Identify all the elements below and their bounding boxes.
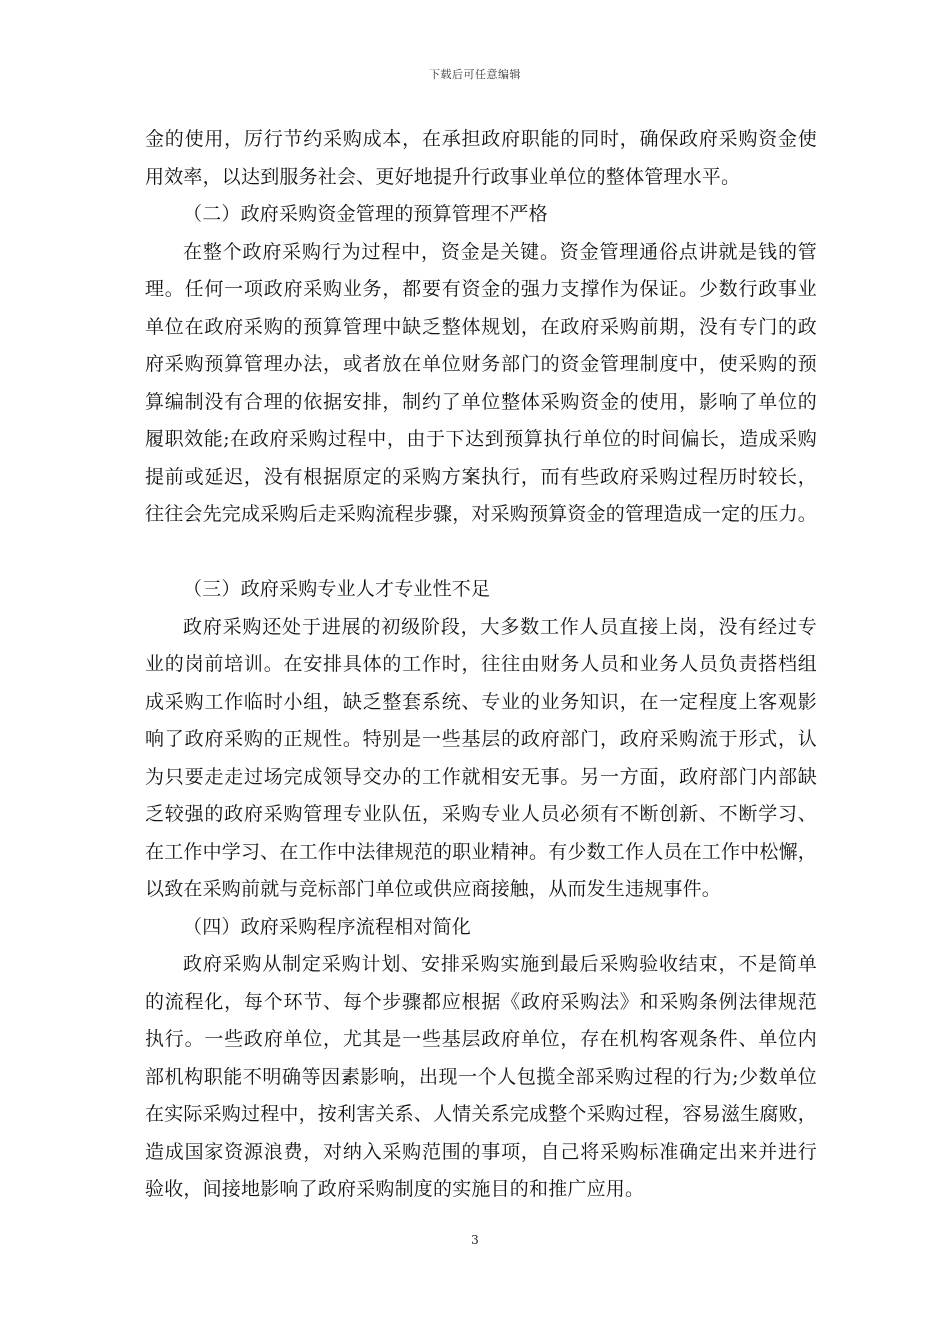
paragraph-line: 履职效能;在政府采购过程中，由于下达到预算执行单位的时间偏长，造成采购: [145, 428, 817, 450]
paragraph-line: 的流程化，每个环节、每个步骤都应根据《政府采购法》和采购条例法律规范: [145, 990, 817, 1013]
paragraph-line: 造成国家资源浪费，对纳入采购范围的事项，自己将采购标准确定出来并进行: [145, 1140, 817, 1163]
paragraph-line: 在实际采购过程中，按利害关系、人情关系完成整个采购过程，容易滋生腐败，: [145, 1103, 818, 1125]
paragraph-line: 以致在采购前就与竞标部门单位或供应商接触，从而发生违规事件。: [145, 878, 722, 900]
page-header: 下载后可任意编辑: [429, 68, 521, 81]
section-heading: （四）政府采购程序流程相对简化: [183, 915, 472, 938]
blank-line: [145, 534, 817, 572]
section-heading: （二）政府采购资金管理的预算管理不严格: [183, 203, 548, 225]
paragraph-line: 政府采购从制定采购计划、安排采购实施到最后采购验收结束，不是简单: [183, 953, 817, 975]
paragraph-line: 乏较强的政府采购管理专业队伍，采购专业人员必须有不断创新、不断学习、: [145, 803, 817, 825]
paragraph-line: 部机构职能不明确等因素影响，出现一个人包揽全部采购过程的行为;少数单位: [145, 1065, 817, 1088]
paragraph-line: 府采购预算管理办法，或者放在单位财务部门的资金管理制度中，使采购的预: [145, 353, 817, 375]
paragraph-line: 单位在政府采购的预算管理中缺乏整体规划，在政府采购前期，没有专门的政: [145, 315, 817, 338]
paragraph-line: 提前或延迟，没有根据原定的采购方案执行，而有些政府采购过程历时较长，: [145, 465, 817, 488]
paragraph-line: 政府采购还处于进展的初级阶段，大多数工作人员直接上岗，没有经过专: [183, 615, 817, 638]
paragraph-line: 业的岗前培训。在安排具体的工作时，往往由财务人员和业务人员负责搭档组: [145, 653, 817, 675]
paragraph-line: 算编制没有合理的依据安排，制约了单位整体采购资金的使用，影响了单位的: [145, 390, 817, 413]
paragraph-line: 为只要走走过场完成领导交办的工作就相安无事。另一方面，政府部门内部缺: [145, 765, 817, 788]
document-body: [145, 121, 817, 1209]
paragraph-line: 验收，间接地影响了政府采购制度的实施目的和推广应用。: [145, 1178, 645, 1200]
section-heading: （三）政府采购专业人才专业性不足: [183, 578, 491, 600]
paragraph-line: 成采购工作临时小组，缺乏整套系统、专业的业务知识，在一定程度上客观影: [145, 690, 817, 713]
paragraph-line: 金的使用，厉行节约采购成本，在承担政府职能的同时，确保政府采购资金使: [145, 128, 817, 150]
paragraph-line: 往往会先完成采购后走采购流程步骤，对采购预算资金的管理造成一定的压力。: [145, 503, 818, 525]
paragraph-line: 响了政府采购的正规性。特别是一些基层的政府部门，政府采购流于形式，认: [145, 728, 817, 750]
paragraph-line: 在整个政府采购行为过程中，资金是关键。资金管理通俗点讲就是钱的管: [183, 240, 817, 263]
page-number: 3: [471, 1233, 479, 1247]
paragraph-line: 执行。一些政府单位，尤其是一些基层政府单位，存在机构客观条件、单位内: [145, 1028, 817, 1050]
paragraph-line: 在工作中学习、在工作中法律规范的职业精神。有少数工作人员在工作中松懈，: [145, 840, 818, 863]
paragraph-line: 用效率，以达到服务社会、更好地提升行政事业单位的整体管理水平。: [145, 165, 741, 188]
paragraph-line: 理。任何一项政府采购业务，都要有资金的强力支撑作为保证。少数行政事业: [145, 278, 817, 300]
